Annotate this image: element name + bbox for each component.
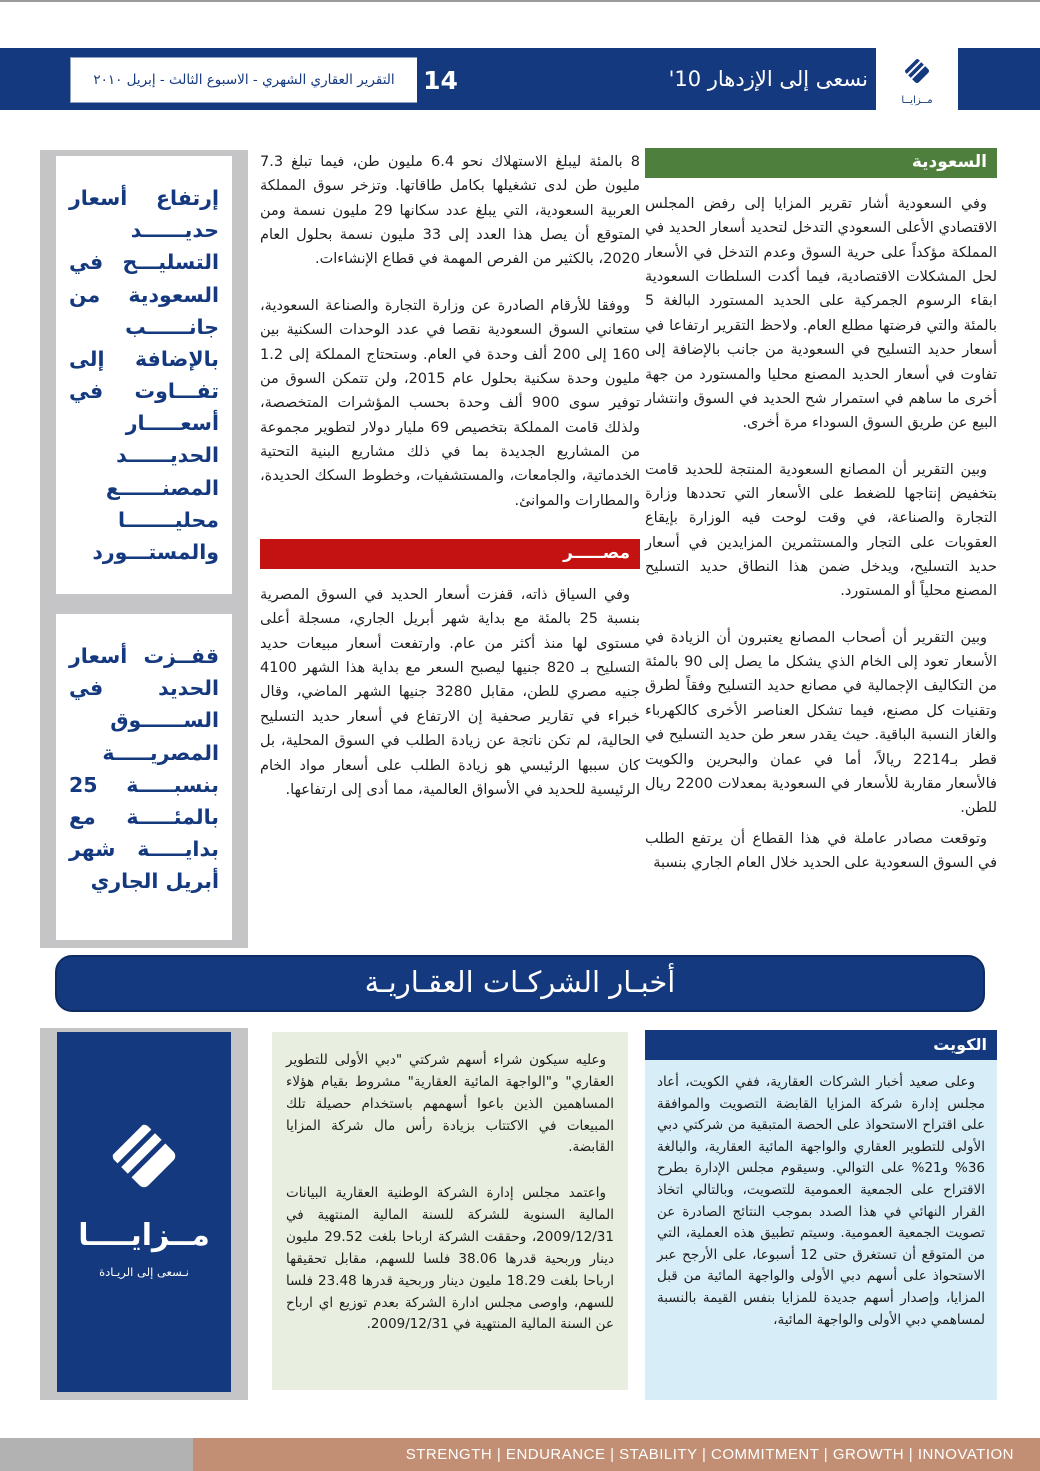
middle-paragraph-2: ووفقا للأرقام الصادرة عن وزارة التجارة والصناعة السعودية، ستعاني السوق السعودية نقصا في عدد الوحدات السكنية بين 160 إلى 200 ألف وحدة في العام. وستحتاج المملكة إلى 1.2 مليون وحدة سكنية بحلول عام 2015، ولن تتمكن السوق من توفير سوى 900 ألف وحدة بحسب المؤشرات المتخصصة، ولذلك قامت المملكة بتخصيص 69 مليار دولار لتطوير مجموعة من المشاريع الجديدة بما في ذلك مشاريع البنية التحتية الخدماتية، والجامعات، والمستشفيات، وخطوط السكك الحديدة، والمطارات والموانئ. [260, 297, 640, 509]
header-logo [878, 51, 956, 106]
egypt-paragraph-1: وفي السياق ذاته، قفزت أسعار الحديد في السوق المصرية بنسبة 25 بالمئة مع بداية شهر أبريل الجاري، مسجلة أعلى مستوى لها منذ أكثر من عام. وارتفعت أسعار مبيعات حديد التسليح بـ 820 جنيها ليصبح السعر مع بداية هذا الشهر 4100 جنيه مصري للطن، مقابل 3280 جنيها الشهر الماضي، وقال خبراء في تقارير صحفية إن الارتفاع في أسعار حديد التسليح الحالية، لم تكن ناتجة عن زيادة الطلب في السوق المحلية، بل كان سببها الرئيسي هو زيادة الطلب على أسعار مواد الخام الرئيسية للحديد في الأسواق العالمية، مما أدى إلى ارتفاعها. [260, 587, 641, 798]
footer-gray-segment [0, 1438, 193, 1471]
top-rule [0, 0, 1040, 2]
header-slogan: نسعى إلى الإزدهار 10' [668, 67, 868, 91]
pull-quote-sidebar [40, 150, 248, 948]
footer-values: STRENGTH | ENDURANCE | STABILITY | COMMITMENT | GROWTH | INNOVATION [405, 1446, 1014, 1463]
mazaya-tagline: نـسعى إلى الريـادة [99, 1265, 189, 1279]
header-pagebox [70, 57, 464, 103]
report-title: التقرير العقاري الشهري - الاسبوع الثالث - إبريل ٢٠١٠ [93, 72, 395, 88]
middle-column [260, 150, 640, 802]
mazaya-logo-icon [897, 76, 937, 95]
saudi-section-title: السعودية [645, 148, 997, 178]
companies-news-banner: أخبـار الشركـات العقـاريـة [55, 955, 985, 1012]
companies-paragraph-1: وعليه سيكون شراء أسهم شركتي "دبي الأولى للتطوير العقاري" و"الواجهة المائية العقارية" مشروط بقيام هؤلاء المساهمين الذين باعوا أسهمهم باستخدام حصيلة تلك المبيعات في الاكتتاب بزيادة رأس مال شركة المزايا القابضة. [286, 1052, 614, 1156]
pull-quote-panel-bottom [56, 614, 232, 940]
mazaya-logo-panel [57, 1032, 231, 1392]
saudi-paragraph-4: وتوقعت مصادر عاملة في هذا القطاع أن يرتفع الطلب في السوق السعودية على الحديد خلال العام الجاري بنسبة [645, 830, 997, 871]
mazaya-wordmark-large: مــزايــــا [78, 1218, 210, 1253]
saudi-paragraph-2: وبين التقرير أن المصانع السعودية المنتجة للحديد قامت بتخفيض إنتاجها للضغط على الأسعار التي تحددها وزارة التجارة والصناعة، في وقت لوحت فيه الوزارة بإيقاع العقوبات على التجار والمستثمرين المزايدين في أسعار حديد التسليح، ويدخل ضمن هذا النطاق حديد التسليح المصنع محلياً أو المستورد. [645, 461, 997, 600]
saudi-column [645, 148, 997, 875]
kuwait-section-title: الكويت [645, 1030, 997, 1060]
logo-column [40, 1028, 248, 1400]
pull-quote-panel-top [56, 156, 232, 594]
pull-quote-top: إرتفاع أسعار حديــــــد التسليـــح في السعودية من جانــــــب بالإضافة إلى تفـــاوت في أسعـــــار الحديــــــد المصنــــــع محليـــــــا والمستـــورد [69, 186, 219, 564]
saudi-paragraph-1: وفي السعودية أشار تقرير المزايا إلى رفض المجلس الاقتصادي الأعلى السعودي التدخل لتحديد أسعار الحديد في المملكة مؤكداً على حرية السوق وعدم التدخل في الأسعار لحل المشكلات الاقتصادية، فيما أكدت السلطات السعودية ابقاء الرسوم الجمركية على الحديد المستورد البالغة 5 بالمئة والتي فرضتها مطلع العام. ولاحظ التقرير ارتفاعا في أسعار حديد التسليح في السعودية من جانب بالإضافة إلى تفاوت في أسعار الحديد المصنع محليا والمستورد من جهة أخرى ما ساهم في استمرار شح الحديد في السوق وانتشار البيع عن طريق السوق السوداء مرة أخرى. [645, 196, 997, 432]
companies-paragraph-2: واعتمد مجلس إدارة الشركة الوطنية العقارية البيانات المالية السنوية للشركة للسنة المالية المنتهية في 2009/12/31، وحققت الشركة ارباحا بلغت 29.52 مليون دينار وربحية قدرها 38.06 فلسا للسهم، مقابل تحقيقها ارباحا بلغت 18.29 مليون دينار وربحية قدرها 23.48 فلسا للسهم، واوصى مجلس ادارة الشركة بعدم توزيع اي ارباح عن السنة المالية المنتهية في 2009/12/31. [286, 1185, 614, 1333]
kuwait-section [645, 1030, 997, 1400]
egypt-section-title: مصـــــر [260, 539, 640, 569]
middle-paragraph-1: 8 بالمئة ليبلغ الاستهلاك نحو 6.4 مليون طن، فيما تبلغ 7.3 مليون طن لدى تشغيلها بكامل طاقاتها. وتزخر سوق المملكة العربية السعودية، التي يبلغ عدد سكانها 29 مليون نسمة ومن المتوقع أن يصل هذا العدد إلى 33 مليون نسمة بحلول العام 2020، بالكثير من الفرص المهمة في قطاع الإنشاءات. [260, 154, 641, 268]
pull-quote-bottom: قفــزت أسعار الحديد في الســــــوق المصريـــــة بنسبـــــة 25 بالمئـــــة مع بدايـــــة شهر أبريل الجاري [69, 644, 219, 894]
page-number-badge: 14 [417, 52, 464, 108]
mazaya-wordmark-small: مــزايــا [901, 95, 933, 106]
saudi-paragraph-3: وبين التقرير أن أصحاب المصانع يعتبرون أن الزيادة في الأسعار تعود إلى الخام الذي يشكل ما يصل إلى 90 بالمئة من التكاليف الإجمالية في مصانع حديد التسليح وفقاً لطرق وتقنيات كل مصنع، فيما تشكل العناصر الأخرى كالكهرباء والغاز النسبة الباقية. حيث يقدر سعر طن حديد التسليح في قطر بـ2214 ريالاً، أما في عمان والبحرين والكويت فالأسعار مقاربة للأسعار في السعودية بمعدلات 2200 ريال للطن. [645, 629, 997, 817]
mazaya-logo-icon-large [92, 1193, 196, 1212]
kuwait-paragraph-1: وعلى صعيد أخبار الشركات العقارية، ففي الكويت، أعاد مجلس إدارة شركة المزايا القابضة التصويت والموافقة على اقتراح الاستحواذ على الحصة المتبقية من شركتي دبي الأولى للتطوير العقاري والواجهة المائية العقارية، والبالغة 36% و21% على التوالي. وسيقوم مجلس الإدارة بطرح الاقتراح على الجمعية العمومية للتصويت، وبالتالي اتخاذ القرار النهائي في هذا الصدد بموجب النتائج الصادرة عن تصويت الجمعية العمومية. وسيتم تطبيق هذه العملية، التي من المتوقع أن تستغرق حتى 12 أسبوعا، على الأرجح عبر الاستحواذ على أسهم دبي الأولى والواجهة المائية من قبل المزايا، وإصدار أسهم جديدة للمزايا بنفس القيمة بالنسبة لمساهمي دبي الأولى والواجهة المائية، [657, 1074, 986, 1328]
companies-news-box [272, 1032, 628, 1390]
